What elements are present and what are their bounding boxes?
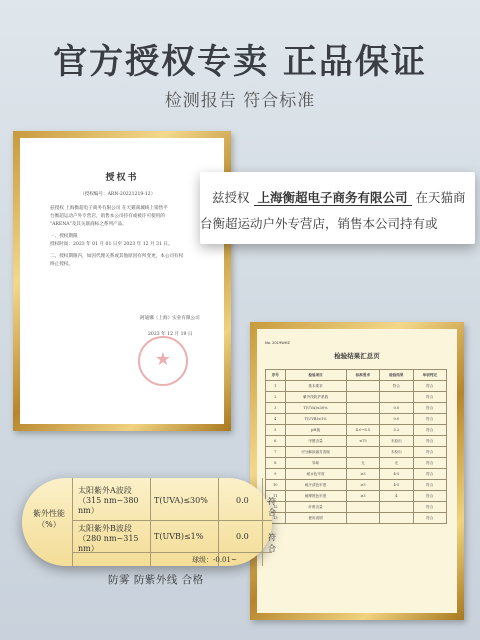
- report-cell: 紫外线防护系数: [285, 392, 346, 403]
- report-row: [266, 480, 447, 491]
- report-cell: 13: [266, 513, 286, 524]
- report-cell: ≥3: [346, 480, 380, 491]
- report-cell: 耐水色牢度: [285, 469, 346, 480]
- report-row: [266, 513, 447, 524]
- report-cell: 5: [266, 425, 286, 436]
- report-cell: 2: [266, 392, 286, 403]
- report-header-cell: 序号: [266, 370, 286, 381]
- report-cell: 符合: [413, 425, 446, 436]
- report-cell: 耐汗渍色牢度: [285, 480, 346, 491]
- uvb-requirement: T(UVB)≤1%: [154, 532, 204, 541]
- report-cell: 0.0: [380, 403, 413, 414]
- report-cell: [346, 502, 380, 513]
- certificate-date: 2023 年 12 月 19 日: [148, 332, 193, 337]
- report-cell: 无: [346, 458, 380, 469]
- report-cell: 9: [266, 469, 286, 480]
- report-cell: 4.0~8.5: [346, 425, 380, 436]
- report-cell: 符合: [413, 480, 446, 491]
- report-cell: ≤75: [346, 436, 380, 447]
- report-cell: 5.2: [380, 425, 413, 436]
- report-title: 检验结果汇总页: [334, 352, 380, 360]
- report-cell: [380, 513, 413, 524]
- report-row: [266, 447, 447, 458]
- report-magnifier: [22, 478, 276, 566]
- report-cell: 8: [266, 458, 286, 469]
- report-cell: 未检出: [380, 436, 413, 447]
- uva-judgement: 符合: [268, 497, 276, 517]
- report-number: No. 2019WHZ: [265, 341, 290, 345]
- certificate-line: 兹授权 上海衡超电子商务有限公司 在天猫商城线上销售平: [50, 206, 168, 211]
- test-report-frame: [250, 322, 464, 620]
- report-cell: 符合: [413, 414, 446, 425]
- report-cell: [346, 381, 380, 392]
- page-title: 官方授权专卖 正品保证: [53, 42, 427, 82]
- report-cell: 符合: [413, 436, 446, 447]
- report-cell: ≥3: [346, 491, 380, 502]
- report-cell: 符合: [413, 458, 446, 469]
- report-cell: [346, 403, 380, 414]
- authorization-zoom-callout: [200, 172, 475, 244]
- report-row: [266, 381, 447, 392]
- certificate-company: 阿迪娜（上海）实业有限公司: [140, 316, 200, 321]
- report-cell: 7: [266, 447, 286, 458]
- report-cell: T(UVA)≤30%: [285, 403, 346, 414]
- report-cell: 未检出: [380, 447, 413, 458]
- report-row: [266, 425, 447, 436]
- report-cell: 3: [266, 403, 286, 414]
- company-seal-icon: ★: [138, 336, 188, 386]
- report-cell: 4-5: [380, 480, 413, 491]
- certificate-line: 终止授权。: [50, 262, 73, 267]
- report-cell: 符合: [413, 491, 446, 502]
- uv-caption: 防雾 防紫外线 合格: [108, 574, 204, 586]
- report-cell: [380, 392, 413, 403]
- report-cell: 异味: [285, 458, 346, 469]
- report-cell: 耐摩擦色牢度: [285, 491, 346, 502]
- zoom-line-1: [212, 188, 466, 206]
- uvb-result: 0.0: [236, 532, 249, 541]
- report-cell: T(UVB)≤1%: [285, 414, 346, 425]
- report-cell: [346, 447, 380, 458]
- certificate-line: 一、授权期限: [50, 234, 78, 239]
- report-cell: 6: [266, 436, 286, 447]
- report-cell: 11: [266, 491, 286, 502]
- zoom-suffix: 在天猫商: [415, 190, 466, 205]
- zoom-company-name: 上海衡超电子商务有限公司: [254, 191, 412, 206]
- report-table: [265, 369, 447, 524]
- report-row: [266, 458, 447, 469]
- report-cell: 0.0: [380, 414, 413, 425]
- report-header-cell: 标准要求: [346, 370, 380, 381]
- report-cell: [380, 502, 413, 513]
- certificate-line: "ARENA"及其关联商标之系列产品。: [50, 222, 127, 227]
- zoom-prefix: 兹授权: [212, 190, 250, 205]
- report-cell: 甲醛含量: [285, 436, 346, 447]
- report-cell: 符合: [413, 502, 446, 513]
- report-row: [266, 392, 447, 403]
- uv-category-label: 紫外性能（%）: [33, 509, 65, 529]
- report-cell: 10: [266, 480, 286, 491]
- authorization-certificate: [20, 138, 224, 424]
- report-cell: ≥3: [346, 469, 380, 480]
- authorization-certificate-frame: [13, 131, 231, 431]
- report-cell: 符合: [413, 403, 446, 414]
- page-subtitle: 检测报告 符合标准: [164, 91, 316, 111]
- report-header-cell: 检验项目: [285, 370, 346, 381]
- report-cell: 4: [266, 414, 286, 425]
- report-cell: 符合: [380, 381, 413, 392]
- uva-requirement: T(UVA)≤30%: [154, 496, 208, 505]
- report-row: [266, 491, 447, 502]
- report-header-cell: 单项判定: [413, 370, 446, 381]
- report-cell: 12: [266, 502, 286, 513]
- report-cell: 纤维含量: [285, 502, 346, 513]
- report-cell: 使用说明: [285, 513, 346, 524]
- zoom-line-2: 台衡超运动户外专营店，销售本公司持有或: [200, 216, 438, 231]
- magnifier-footer: 球级：-0.01~: [192, 556, 237, 564]
- report-cell: 符合: [413, 392, 446, 403]
- uvb-band-label: 太阳紫外B波段（280 nm~315 nm）: [78, 524, 139, 553]
- report-cell: 可分解致癌芳香胺: [285, 447, 346, 458]
- report-row: [266, 436, 447, 447]
- report-cell: 符合: [413, 381, 446, 392]
- report-row: [266, 414, 447, 425]
- report-cell: 无: [380, 458, 413, 469]
- report-row: [266, 502, 447, 513]
- report-cell: 基本要求: [285, 381, 346, 392]
- report-cell: pH值: [285, 425, 346, 436]
- certificate-line: 台衡超运动户外专营店，销售本公司持有或被许可使用的: [50, 214, 165, 219]
- report-header-cell: 检验结果: [380, 370, 413, 381]
- report-cell: 4-5: [380, 469, 413, 480]
- report-cell: 1: [266, 381, 286, 392]
- test-report: [257, 329, 457, 613]
- certificate-line: 授权时间：2023 年 01 月 01 日至 2023 年 12 月 31 日。: [50, 242, 173, 247]
- report-cell: 符合: [413, 469, 446, 480]
- report-cell: [346, 392, 380, 403]
- report-cell: [346, 414, 380, 425]
- report-row: [266, 403, 447, 414]
- certificate-title: 授权书: [105, 173, 139, 183]
- report-cell: 符合: [413, 447, 446, 458]
- uva-band-label: 太阳紫外A波段（315 nm~380 nm）: [78, 486, 139, 515]
- certificate-number: （授权编号：ARN-20221219-12）: [80, 192, 156, 197]
- uvb-judgement: 符合: [268, 533, 276, 553]
- report-row: [266, 469, 447, 480]
- report-cell: [346, 513, 380, 524]
- report-cell: 4: [380, 491, 413, 502]
- report-cell: 符合: [413, 513, 446, 524]
- certificate-line: 二、授权期限内，如因代理关系或其他原因有所变更，本公司有权: [50, 254, 184, 259]
- uva-result: 0.0: [236, 496, 249, 505]
